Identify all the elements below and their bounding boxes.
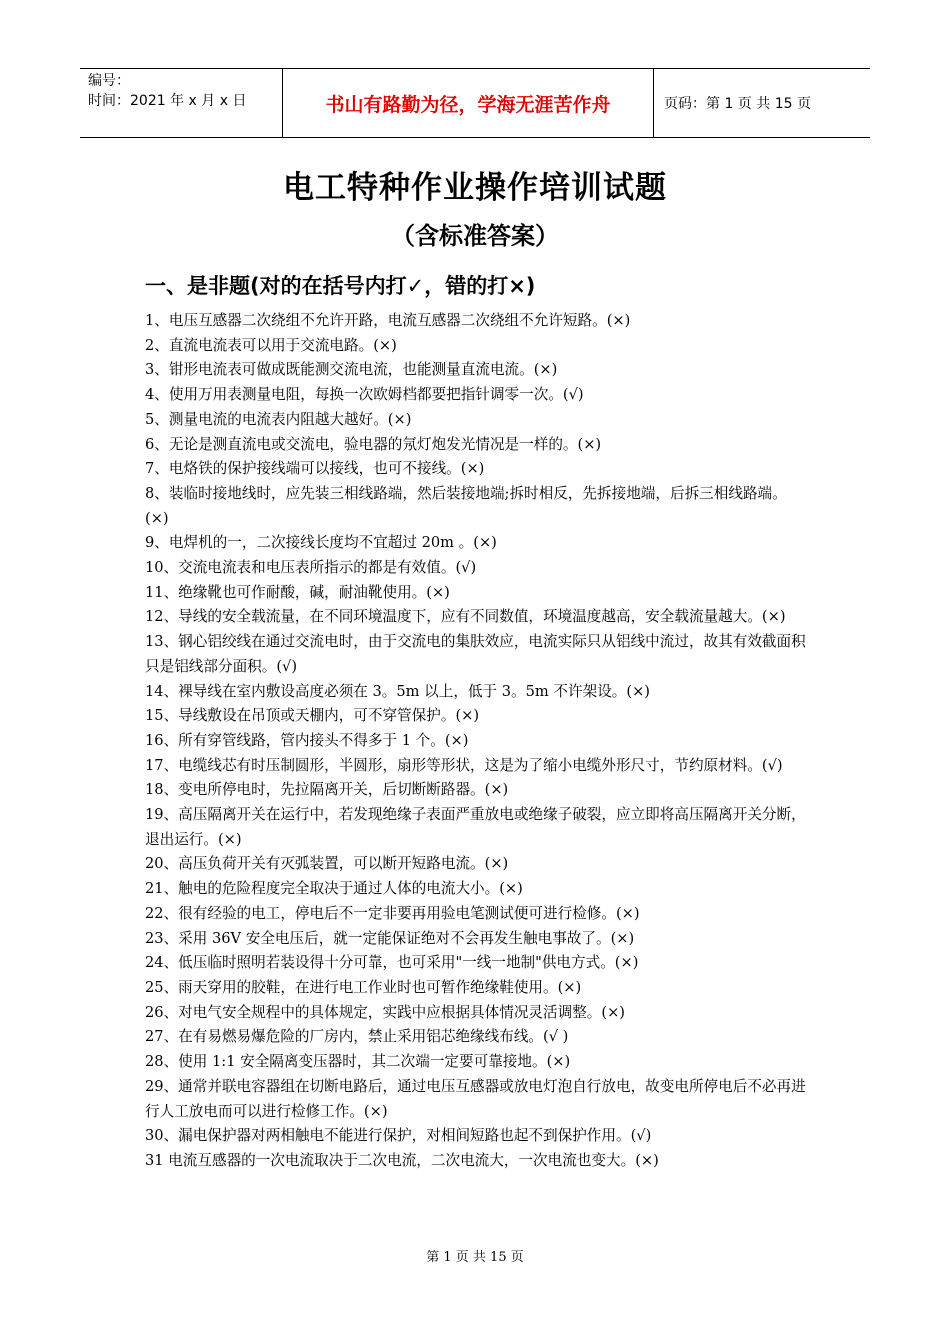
question-item: 19、高压隔离开关在运行中，若发现绝缘子表面严重放电或绝缘子破裂，应立即将高压隔离开关分断，退出运行。(×) [145, 806, 806, 848]
question-item: 29、通常并联电容器组在切断电路后，通过电压互感器或放电灯泡自行放电，故变电所停电后不必再进行人工放电而可以进行检修工作。(×) [145, 1077, 806, 1120]
question-item: 27、在有易燃易爆危险的厂房内，禁止采用铝芯绝缘线布线。(√ ) [145, 1028, 569, 1046]
question-item: 23、采用 36V 安全电压后，就一定能保证绝对不会再发生触电事故了。(×) [145, 929, 635, 947]
document-number-label: 编号： [88, 73, 130, 89]
document-subtitle: （含标准答案） [391, 222, 559, 250]
question-item: 21、触电的危险程度完全取决于通过人体的电流大小。(×) [145, 880, 523, 898]
question-item: 2、直流电流表可以用于交流电路。(×) [145, 336, 397, 354]
header-meta [80, 69, 282, 137]
question-item: 4、使用万用表测量电阻，每换一次欧姆档都要把指针调零一次。(√) [145, 386, 584, 404]
question-list [145, 309, 810, 1174]
question-item: 11、绝缘靴也可作耐酸，碱，耐油靴使用。(×) [145, 583, 450, 601]
question-item: 16、所有穿管线路，管内接头不得多于 1 个。(×) [145, 731, 469, 749]
question-item: 14、裸导线在室内敷设高度必须在 3。5m 以上，低于 3。5m 不许架设。(×) [145, 682, 650, 700]
question-item: 3、钳形电流表可做成既能测交流电流，也能测量直流电流。(×) [145, 361, 558, 379]
question-item: 30、漏电保护器对两相触电不能进行保护，对相间短路也起不到保护作用。(√) [145, 1127, 652, 1145]
question-item: 26、对电气安全规程中的具体规定，实践中应根据具体情况灵活调整。(×) [145, 1003, 626, 1021]
question-item: 8、装临时接地线时，应先装三相线路端，然后装接地端;拆时相反，先拆接地端，后拆三相线路端。(×) [145, 484, 787, 527]
question-item: 15、导线敷设在吊顶或天棚内，可不穿管保护。(×) [145, 707, 480, 725]
page-header [80, 68, 870, 138]
question-item: 24、低压临时照明若装设得十分可靠，也可采用"一线一地制"供电方式。(×) [145, 954, 639, 972]
page-footer: 第 1 页 共 15 页 [426, 1250, 524, 1265]
question-item: 18、变电所停电时，先拉隔离开关，后切断断路器。(×) [145, 781, 509, 799]
question-item: 5、测量电流的电流表内阻越大越好。(×) [145, 410, 412, 428]
question-item: 22、很有经验的电工，停电后不一定非要再用验电笔测试便可进行检修。(×) [145, 904, 640, 922]
question-item: 7、电烙铁的保护接线端可以接线，也可不接线。(×) [145, 460, 485, 478]
document-time-label: 时间：2021 年 x 月 x 日 [88, 93, 247, 109]
document-title: 电工特种作业操作培训试题 [283, 170, 667, 206]
question-item: 28、使用 1:1 安全隔离变压器时，其二次端一定要可靠接地。(×) [145, 1053, 571, 1071]
question-item: 12、导线的安全载流量，在不同环境温度下，应有不同数值，环境温度越高，安全载流量越大。(×) [145, 608, 786, 626]
question-item: 20、高压负荷开关有灭弧装置，可以断开短路电流。(×) [145, 855, 509, 873]
question-item: 25、雨天穿用的胶鞋，在进行电工作业时也可暂作绝缘鞋使用。(×) [145, 978, 582, 996]
header-motto: 书山有路勤为径，学海无涯苦作舟 [282, 69, 654, 137]
question-item: 10、交流电流表和电压表所指示的都是有效值。(√) [145, 559, 477, 577]
question-item: 1、电压互感器二次绕组不允许开路，电流互感器二次绕组不允许短路。(×) [145, 312, 631, 329]
question-item: 9、电焊机的一，二次接线长度均不宜超过 20m 。(×) [145, 534, 497, 552]
question-item: 31 电流互感器的一次电流取决于二次电流，二次电流大，一次电流也变大。(×) [145, 1151, 659, 1169]
question-item: 17、电缆线芯有时压制圆形，半圆形，扇形等形状，这是为了缩小电缆外形尺寸，节约原材料。(√) [145, 756, 783, 774]
question-item: 13、钢心铝绞线在通过交流电时，由于交流电的集肤效应，电流实际只从铝线中流过，故其有效截面积只是铝线部分面积。(√) [145, 633, 806, 675]
question-item: 6、无论是测直流电或交流电，验电器的氖灯炮发光情况是一样的。(×) [145, 435, 602, 453]
header-page-info: 页码：第 1 页 共 15 页 [664, 96, 811, 112]
section-heading: 一、是非题(对的在括号内打✓，错的打×) [145, 274, 536, 298]
